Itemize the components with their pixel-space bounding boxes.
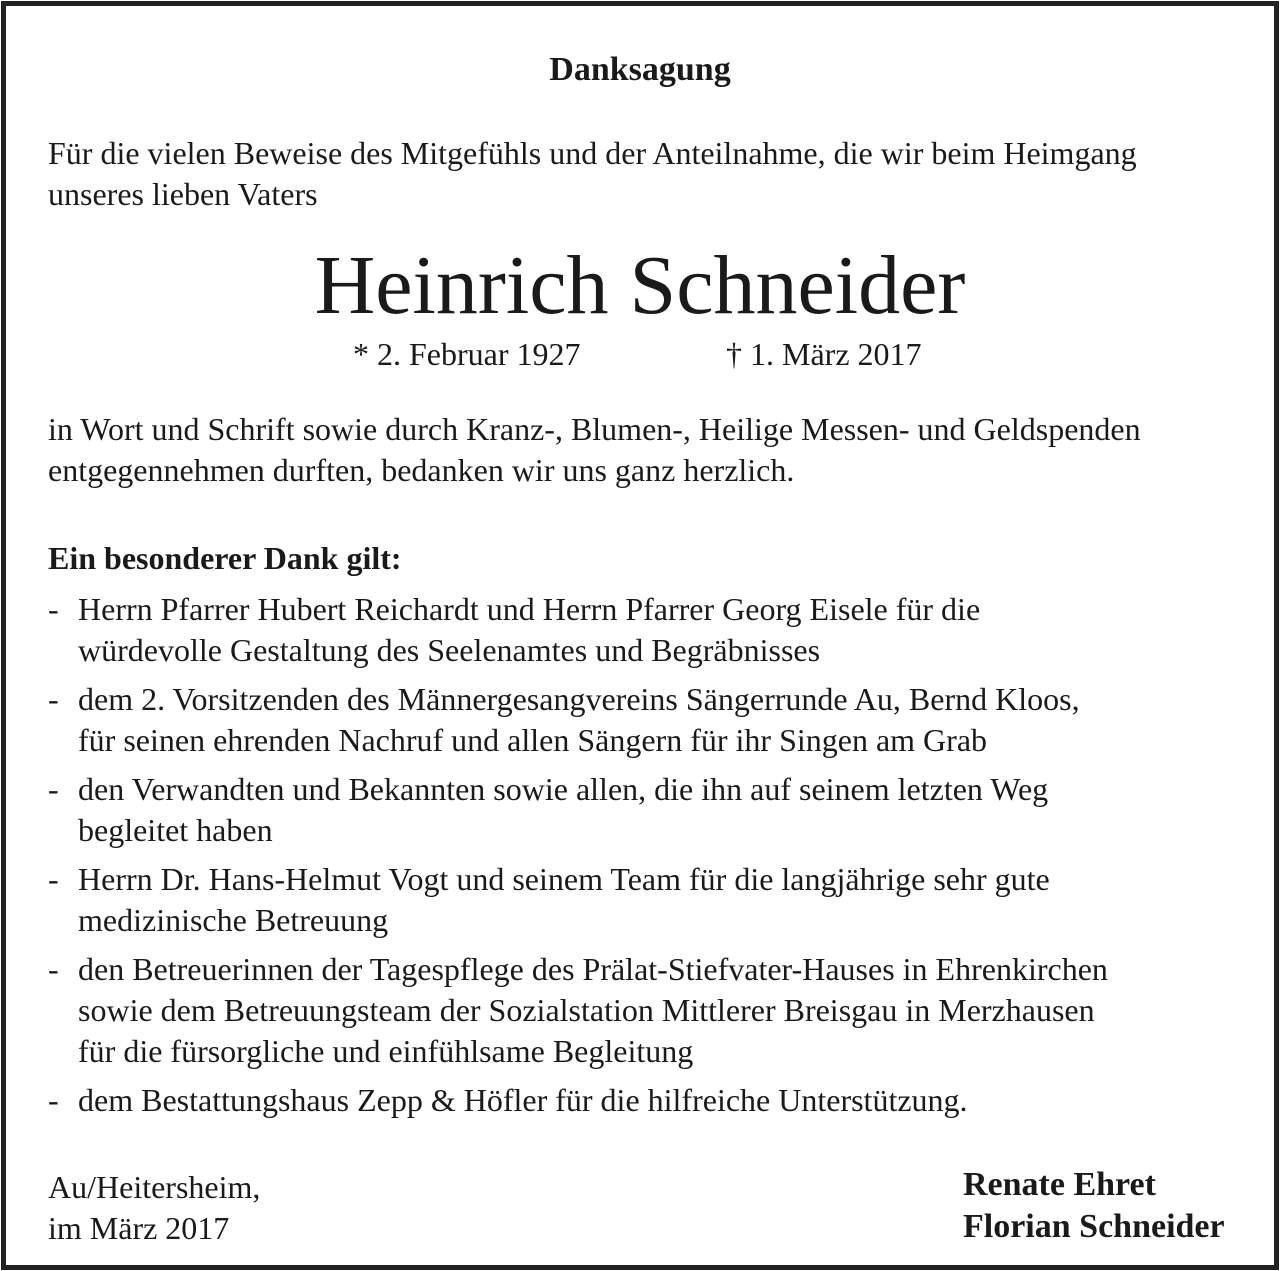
birth-date: * 2. Februar 1927 bbox=[353, 336, 581, 372]
thanks-line: begleitet haben bbox=[78, 812, 273, 848]
thanks-line: dem Bestattungshaus Zepp & Höfler für die hilfreiche Unterstützung. bbox=[78, 1082, 968, 1118]
signature-name: Renate Ehret bbox=[963, 1166, 1156, 1203]
thanks-list bbox=[48, 589, 1108, 1129]
list-dash: - bbox=[48, 681, 59, 717]
thanks-line: für seinen ehrenden Nachruf und allen Sängern für ihr Singen am Grab bbox=[78, 722, 988, 758]
intro-line: Für die vielen Beweise des Mitgefühls und der Anteilnahme, die wir beim Heimgang bbox=[48, 135, 1137, 171]
body-paragraph bbox=[48, 409, 1141, 491]
death-date: † 1. März 2017 bbox=[726, 336, 922, 372]
thanks-item bbox=[48, 589, 1108, 671]
intro-paragraph bbox=[48, 133, 1137, 215]
thanks-line: dem 2. Vorsitzenden des Männergesangvereins Sängerrunde Au, Bernd Kloos, bbox=[78, 681, 1080, 717]
list-dash: - bbox=[48, 861, 59, 897]
thanks-line: den Verwandten und Bekannten sowie allen, die ihn auf seinem letzten Weg bbox=[78, 771, 1049, 807]
thanks-item bbox=[48, 1080, 1108, 1121]
place-line: Au/Heitersheim, bbox=[48, 1169, 261, 1205]
list-dash: - bbox=[48, 771, 59, 807]
deceased-name: Heinrich Schneider bbox=[314, 239, 966, 332]
thanks-line: Herrn Dr. Hans-Helmut Vogt und seinem Team für die langjährige sehr gute bbox=[78, 861, 1050, 897]
thanks-line: Herrn Pfarrer Hubert Reichardt und Herrn Pfarrer Georg Eisele für die bbox=[78, 591, 981, 627]
thanks-line: für die fürsorgliche und einfühlsame Begleitung bbox=[78, 1033, 694, 1069]
obituary-notice bbox=[1, 1, 1279, 1270]
notice-heading: Danksagung bbox=[549, 51, 731, 88]
special-thanks-heading: Ein besonderer Dank gilt: bbox=[48, 540, 402, 576]
thanks-line: würdevolle Gestaltung des Seelenamtes und Begräbnisses bbox=[78, 632, 821, 668]
signature-name: Florian Schneider bbox=[963, 1208, 1225, 1245]
list-dash: - bbox=[48, 591, 59, 627]
list-dash: - bbox=[48, 951, 59, 987]
place-date bbox=[48, 1167, 260, 1249]
thanks-item bbox=[48, 859, 1108, 941]
thanks-line: sowie dem Betreuungsteam der Sozialstation Mittlerer Breisgau in Merzhausen bbox=[78, 992, 1095, 1028]
thanks-item bbox=[48, 949, 1108, 1072]
body-line: entgegennehmen durften, bedanken wir uns ganz herzlich. bbox=[48, 452, 795, 488]
date-line: im März 2017 bbox=[48, 1210, 230, 1246]
thanks-line: medizinische Betreuung bbox=[78, 902, 389, 938]
thanks-item bbox=[48, 769, 1108, 851]
list-dash: - bbox=[48, 1082, 59, 1118]
intro-line: unseres lieben Vaters bbox=[48, 176, 318, 212]
thanks-item bbox=[48, 679, 1108, 761]
body-line: in Wort und Schrift sowie durch Kranz-, Blumen-, Heilige Messen- und Geldspenden bbox=[48, 411, 1141, 447]
signatures bbox=[963, 1164, 1225, 1248]
thanks-line: den Betreuerinnen der Tagespflege des Prälat-Stiefvater-Hauses in Ehrenkirchen bbox=[78, 951, 1108, 987]
